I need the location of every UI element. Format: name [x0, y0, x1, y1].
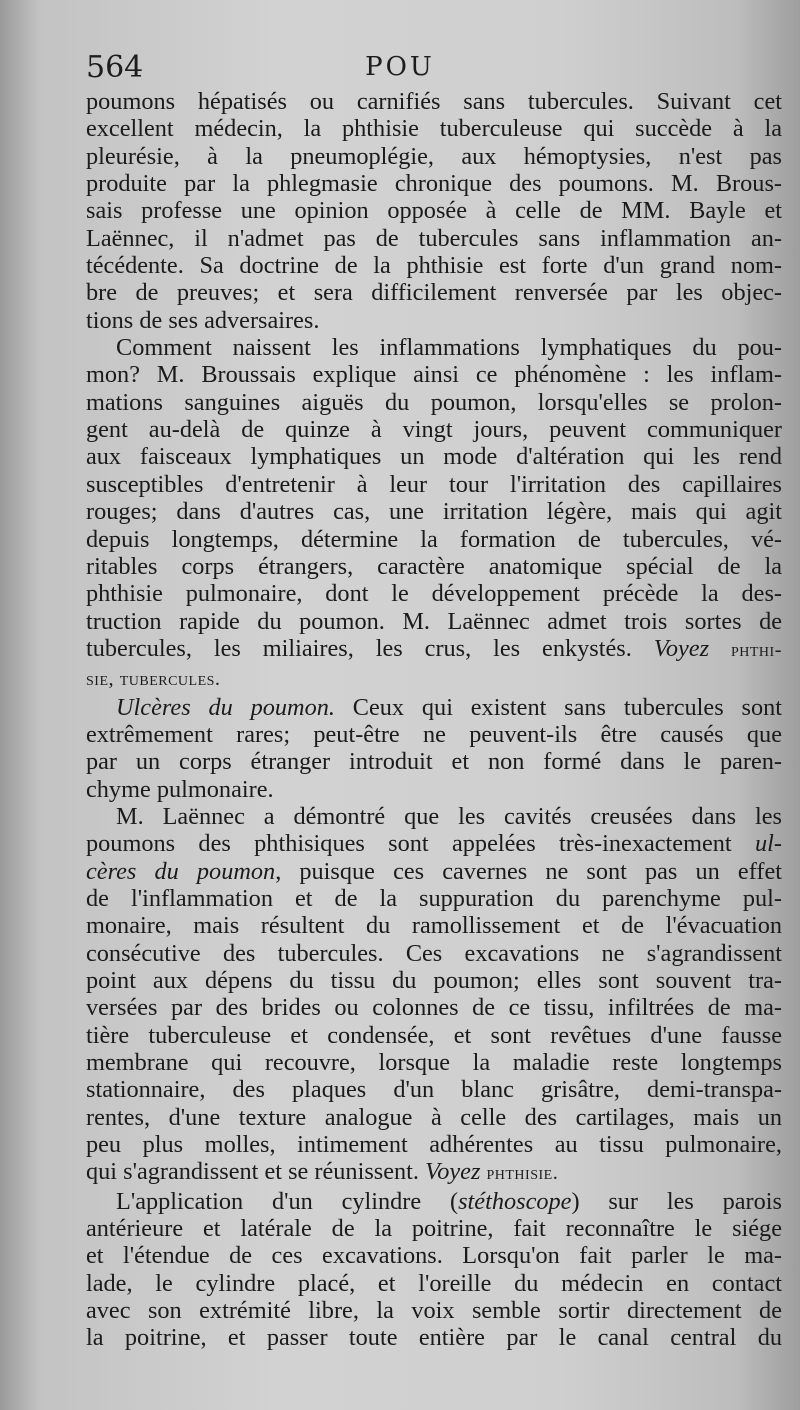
text-line: [86, 748, 782, 775]
text-line: [86, 994, 782, 1021]
line-text: tière tuberculeuse et condensée, et sont revêtues d'une fausse: [86, 1021, 782, 1049]
line-text: L'application d'un cylindre (: [116, 1187, 459, 1215]
text-line: [86, 1188, 782, 1215]
italic-text: Voyez: [425, 1158, 481, 1186]
text-line: [86, 664, 782, 693]
line-text: consécutive des tubercules. Ces excavations ne s'agrandissent: [86, 939, 782, 967]
text-line: [86, 608, 782, 635]
line-text: monaire, mais résultent du ramollissement et de l'évacuation: [86, 912, 782, 940]
text-line: [86, 389, 782, 416]
line-text: truction rapide du poumon. M. Laënnec admet trois sortes de: [86, 607, 782, 635]
line-text: ritables corps étrangers, caractère anatomique spécial de la: [86, 552, 782, 580]
line-text: sais professe une opinion opposée à celle de MM. Bayle et: [86, 197, 782, 225]
text-line: [86, 1270, 782, 1297]
line-text: la poitrine, et passer toute entière par le canal central du: [86, 1324, 782, 1352]
line-text: par un corps étranger introduit et non formé dans le paren-: [86, 748, 782, 776]
line-text: versées par des brides ou colonnes de ce tissu, infiltrées de ma-: [86, 994, 782, 1022]
line-text: susceptibles d'entretenir à leur tour l'irritation des capillaires: [86, 470, 782, 498]
line-text: mon? M. Broussais explique ainsi ce phénomène : les inflam-: [86, 361, 782, 389]
running-title: POU: [365, 52, 435, 82]
line-text: Ceux qui existent sans tubercules sont: [334, 693, 782, 721]
line-text: tions de ses adversaires.: [86, 306, 320, 334]
italic-text: cères du poumon: [86, 857, 276, 885]
text-line: [86, 1131, 782, 1158]
line-text: Comment naissent les inflammations lymphatiques du pou-: [116, 334, 782, 362]
text-line: [86, 361, 782, 388]
line-text: excellent médecin, la phthisie tuberculeuse qui succède à la: [86, 115, 782, 143]
text-line: [86, 334, 782, 361]
line-text: et l'étendue de ces excavations. Lorsqu'on fait parler le ma-: [86, 1242, 782, 1270]
text-line: [86, 1242, 782, 1269]
text-line: [86, 1158, 782, 1187]
text-line: [86, 143, 782, 170]
text-line: [86, 115, 782, 142]
small-caps-text: phthi-: [730, 638, 782, 661]
line-text: tubercules, les miliaires, les crus, les enkystés.: [86, 634, 654, 662]
text-line: [86, 803, 782, 830]
italic-text: stéthoscope: [458, 1187, 572, 1215]
text-line: [86, 635, 782, 664]
line-text: [709, 635, 731, 662]
text-line: [86, 858, 782, 885]
line-text: avec son extrémité libre, la voix semble sortir directement de: [86, 1297, 782, 1325]
line-text: point aux dépens du tissu du poumon; elles sont souvent tra-: [86, 967, 782, 994]
line-text: depuis longtemps, détermine la formation de tubercules, vé-: [86, 525, 782, 553]
text-line: [86, 1297, 782, 1324]
text-line: [86, 1076, 782, 1103]
page-number: 564: [86, 50, 144, 85]
line-text: gent au-delà de quinze à vingt jours, peuvent communiquer: [86, 416, 782, 444]
text-line: [86, 279, 782, 306]
line-text: M. Laënnec a démontré que les cavités creusées dans les: [116, 802, 782, 830]
line-text: aux faisceaux lymphatiques un mode d'altération qui les rend: [86, 443, 782, 471]
text-line: [86, 526, 782, 553]
text-line: [86, 88, 782, 115]
text-line: [86, 830, 782, 857]
line-text: rouges; dans d'autres cas, une irritation légère, mais qui agit: [86, 498, 782, 526]
line-text: Laënnec, il n'admet pas de tubercules sans inflammation an-: [86, 224, 782, 252]
body-text: [86, 88, 782, 1352]
text-line: [86, 912, 782, 939]
text-line: [86, 170, 782, 197]
line-text: extrêmement rares; peut-être ne peuvent-ils être causés que: [86, 720, 782, 748]
text-line: [86, 721, 782, 748]
text-line: [86, 885, 782, 912]
text-line: [86, 443, 782, 470]
line-text: poumons hépatisés ou carnifiés sans tubercules. Suivant cet: [86, 88, 782, 115]
text-line: [86, 498, 782, 525]
text-line: [86, 197, 782, 224]
line-text: rentes, d'une texture analogue à celle des cartilages, mais un: [86, 1103, 782, 1131]
text-line: [86, 1104, 782, 1131]
text-line: [86, 1215, 782, 1242]
line-text: ) sur les parois: [571, 1187, 782, 1215]
line-text: phthisie pulmonaire, dont le développement précède la des-: [86, 580, 782, 608]
line-text: mations sanguines aiguës du poumon, lorsqu'elles se prolon-: [86, 388, 782, 416]
text-line: [86, 471, 782, 498]
small-caps-text: sie, tubercules.: [86, 668, 221, 691]
italic-text: Voyez: [653, 634, 710, 662]
text-line: [86, 694, 782, 721]
small-caps-text: phthisie.: [486, 1162, 559, 1185]
line-text: peu plus molles, intimement adhérentes au tissu pulmonaire,: [86, 1131, 782, 1159]
text-line: [86, 1049, 782, 1076]
line-text: produite par la phlegmasie chronique des poumons. M. Brous-: [86, 170, 782, 198]
line-text: lade, le cylindre placé, et l'oreille du médecin en contact: [86, 1269, 782, 1297]
line-text: chyme pulmonaire.: [86, 775, 274, 803]
text-line: [86, 776, 782, 803]
text-line: [86, 307, 782, 334]
line-text: qui s'agrandissent et se réunissent.: [86, 1158, 426, 1186]
italic-text: Ulcères du poumon.: [116, 693, 335, 721]
line-text: , puisque ces cavernes ne sont pas un effet: [275, 857, 782, 885]
line-text: pleurésie, à la pneumoplégie, aux hémoptysies, n'est pas: [86, 142, 782, 170]
text-line: [86, 1022, 782, 1049]
line-text: poumons des phthisiques sont appelées très-inexactement: [86, 830, 755, 858]
line-text: stationnaire, des plaques d'un blanc grisâtre, demi-transpa-: [86, 1076, 782, 1104]
italic-text: ul-: [755, 830, 782, 858]
text-line: [86, 940, 782, 967]
line-text: técédente. Sa doctrine de la phthisie est forte d'un grand nom-: [86, 252, 782, 280]
line-text: antérieure et latérale de la poitrine, fait reconnaître le siége: [86, 1215, 782, 1243]
line-text: de l'inflammation et de la suppuration du parenchyme pul-: [86, 884, 782, 912]
line-text: membrane qui recouvre, lorsque la maladie reste longtemps: [86, 1049, 782, 1077]
text-line: [86, 1324, 782, 1351]
text-line: [86, 967, 782, 994]
text-line: [86, 252, 782, 279]
text-line: [86, 553, 782, 580]
text-line: [86, 225, 782, 252]
text-line: [86, 580, 782, 607]
text-line: [86, 416, 782, 443]
line-text: bre de preuves; et sera difficilement renversée par les objec-: [86, 279, 782, 307]
